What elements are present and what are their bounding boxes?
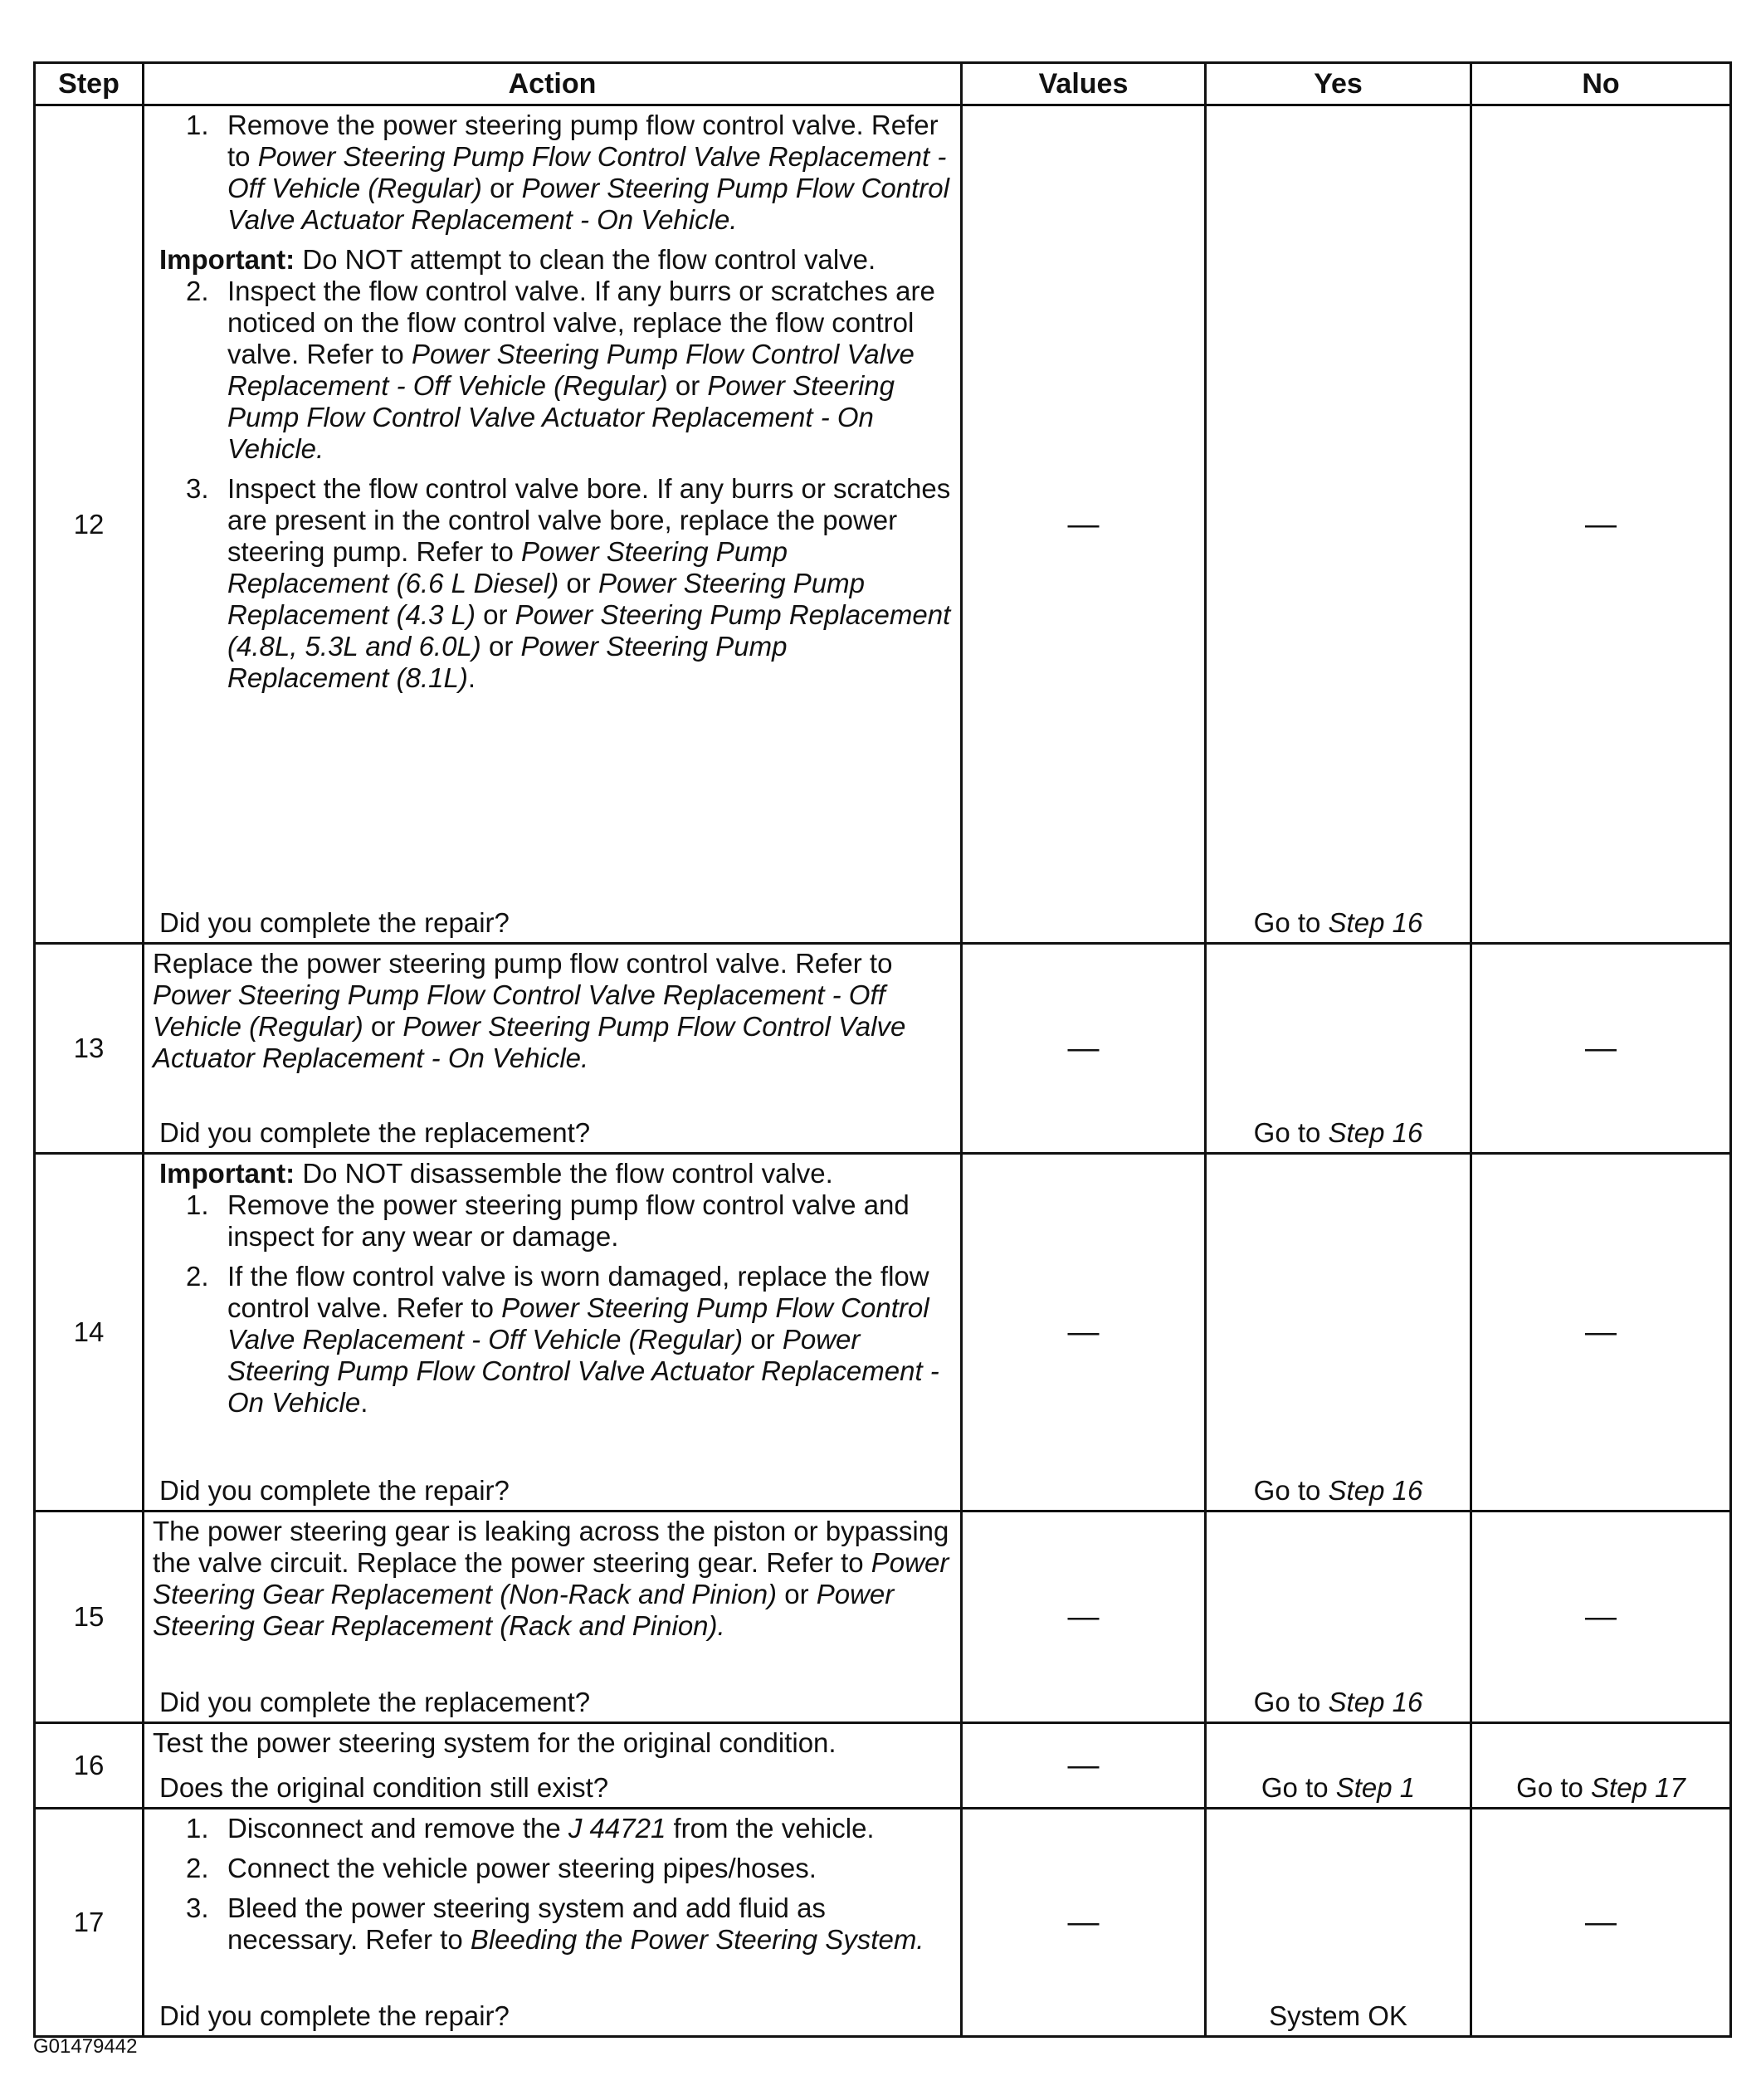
list-item: 2. Inspect the flow control valve. If any burrs or scratches are noticed on the flow control valve, replace the flow control valve. Refer to Power Steering Pump Flow Control Valve Replacement - Off Vehicle (Regular) or Power Steering Pump Flow Control Valve Actuator Replacement - On Vehicle.	[186, 276, 935, 464]
yes-cell[interactable]: Go to Step 16	[1206, 944, 1471, 1154]
list-item: 1. Remove the power steering pump flow control valve. Refer to Power Steering Pump Flow Control Valve Replacement - Off Vehicle (Regular) or Power Steering Pump Flow Control Valve Actuator Replacement - On Vehicle.	[186, 110, 949, 235]
important-note: Important: Do NOT disassemble the flow control valve.	[159, 1158, 833, 1189]
action-text: Test the power steering system for the original condition.	[153, 1727, 837, 1758]
header-yes: Yes	[1206, 63, 1471, 105]
values-cell: —	[962, 944, 1206, 1154]
reference-link[interactable]: Power Steering Gear Replacement (Non-Rack and Pinion)	[153, 1547, 949, 1609]
reference-link[interactable]: Power Steering Pump Flow Control Valve Actuator Replacement - On Vehicle.	[227, 370, 895, 464]
reference-link[interactable]: Power Steering Pump Replacement (4.3 L)	[227, 568, 865, 630]
step-number: 15	[35, 1512, 144, 1723]
table-row-step-16	[35, 1723, 1731, 1809]
reference-link[interactable]: Power Steering Pump Flow Control Valve Actuator Replacement - On Vehicle.	[153, 1011, 906, 1073]
header-action: Action	[144, 63, 962, 105]
step-link[interactable]: Step 16	[1328, 1475, 1423, 1506]
action-text: Replace the power steering pump flow control valve. Refer to Power Steering Pump Flow Control Valve Replacement - Off Vehicle (Regular) or Power Steering Pump Flow Control Valve Actuator Replacement - On Vehicle.	[153, 948, 906, 1073]
step-number: 13	[35, 944, 144, 1154]
reference-link[interactable]: Power Steering Pump Replacement (8.1L)	[227, 631, 788, 693]
yes-cell: System OK	[1206, 1809, 1471, 2037]
header-no: No	[1471, 63, 1731, 105]
important-note: Important: Do NOT attempt to clean the flow control valve.	[159, 244, 876, 275]
question-text: Did you complete the replacement?	[159, 1687, 591, 1717]
header-values: Values	[962, 63, 1206, 105]
question-text: Did you complete the repair?	[159, 1475, 510, 1506]
list-item: 3. Bleed the power steering system and add fluid as necessary. Refer to Bleeding the Power Steering System.	[186, 1892, 924, 1955]
reference-link[interactable]: Power Steering Pump Flow Control Valve Replacement - Off Vehicle (Regular)	[227, 339, 915, 401]
no-cell: —	[1471, 1512, 1731, 1723]
list-item: 2. If the flow control valve is worn damaged, replace the flow control valve. Refer to Power Steering Pump Flow Control Valve Replacement - Off Vehicle (Regular) or Power Steering Pump Flow Control Valve Actuator Replacement - On Vehicle.	[186, 1261, 939, 1418]
values-cell: —	[962, 1723, 1206, 1809]
values-cell: —	[962, 1154, 1206, 1512]
step-number: 14	[35, 1154, 144, 1512]
reference-link[interactable]: Bleeding the Power Steering System.	[470, 1924, 924, 1955]
list-item: 1. Disconnect and remove the J 44721 from the vehicle.	[186, 1813, 875, 1844]
yes-cell[interactable]: Go to Step 16	[1206, 1154, 1471, 1512]
step-link[interactable]: Step 1	[1335, 1772, 1416, 1803]
no-cell: —	[1471, 1809, 1731, 2037]
no-cell: —	[1471, 1154, 1731, 1512]
question-text: Did you complete the replacement?	[159, 1117, 591, 1148]
list-item: 3. Inspect the flow control valve bore. If any burrs or scratches are present in the control valve bore, replace the power steering pump. Refer to Power Steering Pump Replacement (6.6 L Diesel) or Power Steering Pump Replacement (4.3 L) or Power Steering Pump Replacement (4.8L, 5.3L and 6.0L) or Power Steering Pump Replacement (8.1L).	[186, 473, 951, 693]
diagnostic-table	[33, 61, 1732, 2038]
tool-reference: J 44721	[568, 1813, 666, 1844]
reference-link[interactable]: Power Steering Pump Flow Control Valve Actuator Replacement - On Vehicle.	[227, 173, 949, 235]
no-cell: —	[1471, 944, 1731, 1154]
reference-link[interactable]: Power Steering Gear Replacement (Rack and Pinion).	[153, 1579, 895, 1641]
yes-cell[interactable]: Go to Step 1	[1206, 1723, 1471, 1809]
reference-link[interactable]: Power Steering Pump Flow Control Valve Replacement - Off Vehicle (Regular)	[227, 141, 947, 203]
step-link[interactable]: Step 16	[1328, 1687, 1423, 1717]
step-number: 12	[35, 105, 144, 944]
step-link[interactable]: Step 16	[1328, 1117, 1423, 1148]
reference-link[interactable]: Power Steering Pump Flow Control Valve Replacement - Off Vehicle (Regular)	[227, 1292, 929, 1355]
table-row-step-17	[35, 1809, 1731, 2037]
reference-link[interactable]: Power Steering Pump Replacement (6.6 L Diesel)	[227, 536, 788, 598]
action-cell	[144, 1723, 962, 1809]
reference-link[interactable]: Power Steering Pump Flow Control Valve Replacement - Off Vehicle (Regular)	[153, 979, 885, 1042]
question-text: Did you complete the repair?	[159, 907, 510, 938]
table-row-step-12	[35, 105, 1731, 944]
action-cell	[144, 105, 962, 944]
action-cell	[144, 1154, 962, 1512]
step-number: 16	[35, 1723, 144, 1809]
question-text: Does the original condition still exist?	[159, 1772, 609, 1803]
step-link[interactable]: Step 17	[1591, 1772, 1685, 1803]
action-cell	[144, 1512, 962, 1723]
table-row-step-13	[35, 944, 1731, 1154]
yes-cell[interactable]: Go to Step 16	[1206, 105, 1471, 944]
figure-id: G01479442	[33, 2035, 138, 2058]
action-cell	[144, 944, 962, 1154]
reference-link[interactable]: Power Steering Pump Flow Control Valve Actuator Replacement - On Vehicle	[227, 1324, 939, 1418]
values-cell: —	[962, 1809, 1206, 2037]
table-row-step-14	[35, 1154, 1731, 1512]
values-cell: —	[962, 105, 1206, 944]
table-row-step-15	[35, 1512, 1731, 1723]
reference-link[interactable]: Power Steering Pump Replacement (4.8L, 5.3L and 6.0L)	[227, 599, 951, 662]
step-number: 17	[35, 1809, 144, 2037]
no-cell[interactable]: Go to Step 17	[1471, 1723, 1731, 1809]
header-step: Step	[35, 63, 144, 105]
action-text: The power steering gear is leaking across the piston or bypassing the valve circuit. Replace the power steering gear. Refer to Power Steering Gear Replacement (Non-Rack and Pinion) or Power Steering Gear Replacement (Rack and Pinion).	[153, 1516, 949, 1641]
values-cell: —	[962, 1512, 1206, 1723]
action-cell	[144, 1809, 962, 2037]
list-item: 2. Connect the vehicle power steering pipes/hoses.	[186, 1853, 817, 1883]
step-link[interactable]: Step 16	[1328, 907, 1423, 938]
yes-cell[interactable]: Go to Step 16	[1206, 1512, 1471, 1723]
no-cell: —	[1471, 105, 1731, 944]
question-text: Did you complete the repair?	[159, 2000, 510, 2031]
header-row	[35, 63, 1731, 105]
list-item: 1. Remove the power steering pump flow control valve and inspect for any wear or damage.	[186, 1189, 910, 1252]
